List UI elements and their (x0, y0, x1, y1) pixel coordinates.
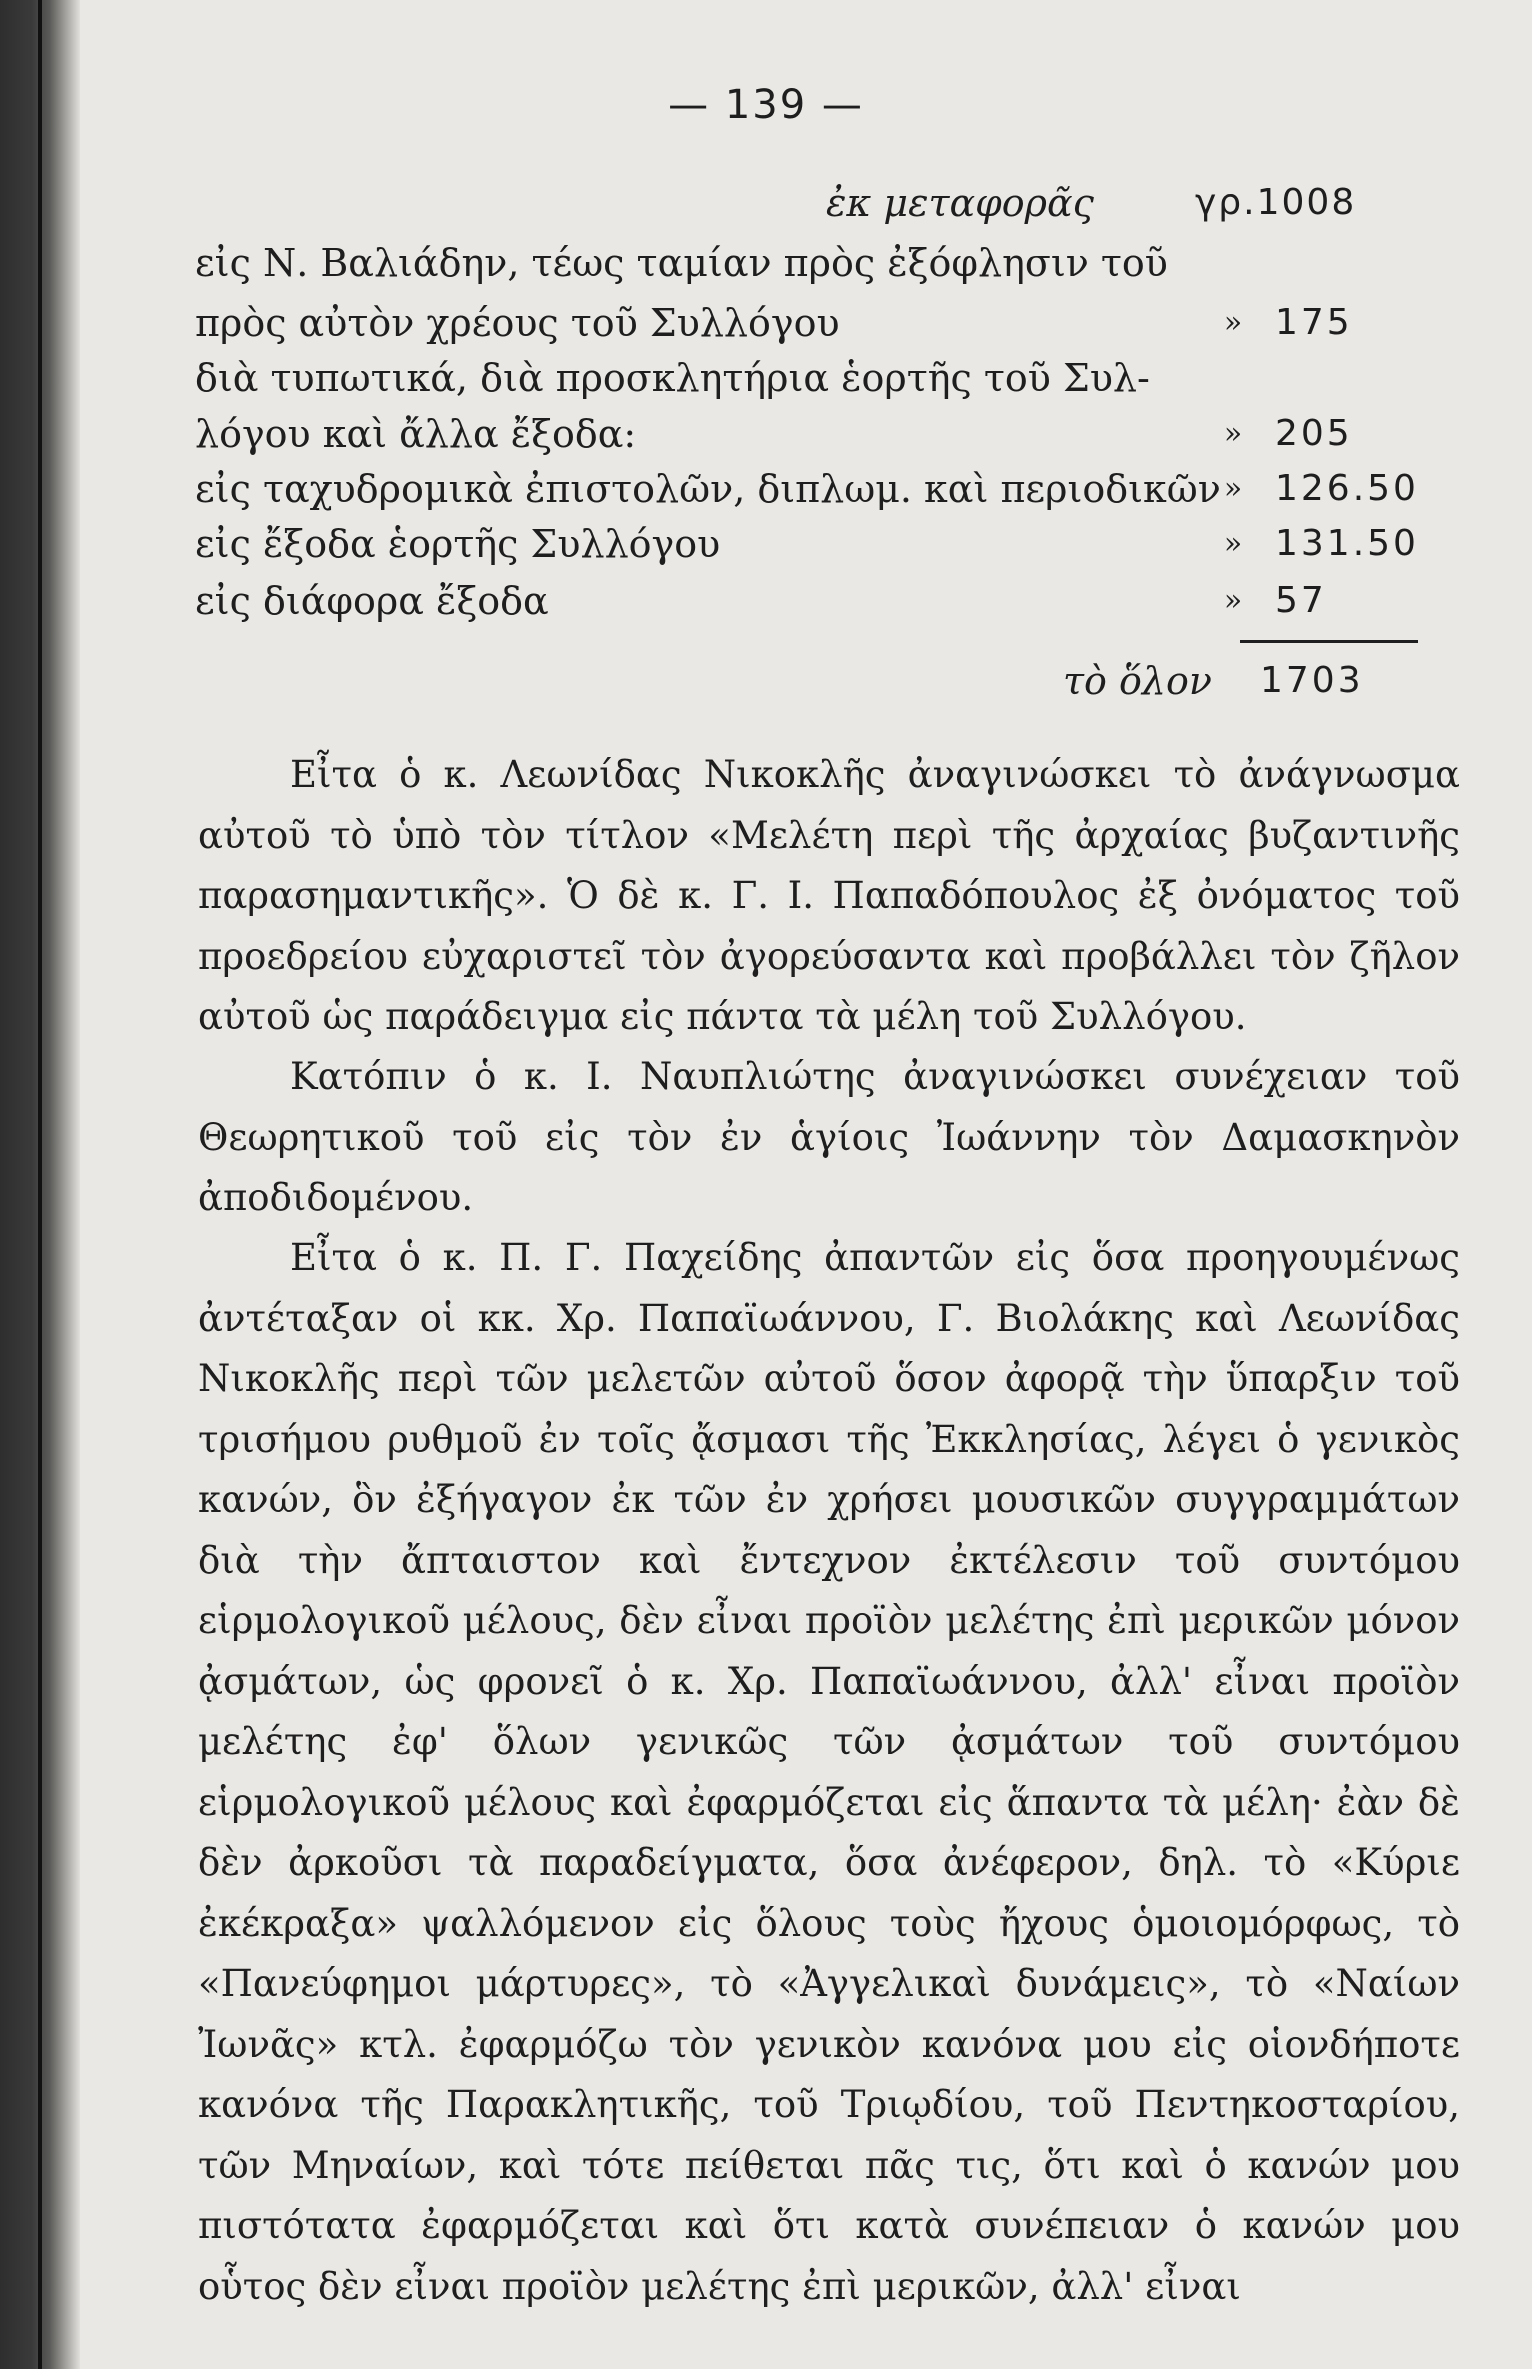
account-row-text: λόγου καὶ ἄλλα ἔξοδα: (195, 412, 637, 456)
page-number: — 139 — (668, 82, 864, 128)
sum-rule (1240, 640, 1418, 643)
account-row-text: διὰ τυπωτικά, διὰ προσκλητήρια ἑορτῆς τοῦ Συλ- (195, 356, 1150, 400)
total-row (195, 653, 1532, 709)
account-row-text: πρὸς αὐτὸν χρέους τοῦ Συλλόγου (195, 301, 840, 345)
account-row-amount: 205 (1275, 413, 1353, 454)
paragraph-text: Εἶτα ὁ κ. Π. Γ. Παχείδης ἀπαντῶν εἰς ὅσα προηγουμένως ἀντέταξαν οἱ κκ. Χρ. Παπαϊωάννου, Γ. Βιολάκης καὶ Λεωνίδας Νικοκλῆς περὶ τῶν μελετῶν αὐτοῦ ὅσον ἀφορᾷ τὴν ὕπαρξιν τοῦ τρισήμου ρυθμοῦ ἐν τοῖς ᾄσμασι τῆς Ἐκκλησίας, λέγει ὁ γενικὸς κανών, ὃν ἐξήγαγον ἐκ τῶν ἐν χρήσει μουσικῶν συγγραμμάτων διὰ τὴν ἄπταιστον καὶ ἔντεχνον ἐκτέλεσιν τοῦ συντόμου εἱρμολογικοῦ μέλους, δὲν εἶναι προϊὸν μελέτης ἐπὶ μερικῶν μόνον ᾀσμάτων, ὡς φρονεῖ ὁ κ. Χρ. Παπαϊωάννου, ἀλλ' εἶναι προϊὸν μελέτης ἐφ' ὅλων γενικῶς τῶν ᾀσμάτων τοῦ συντόμου εἱρμολογικοῦ μέλους καὶ ἐφαρμόζεται εἰς ἅπαντα τὰ μέλη· ἐὰν δὲ δὲν ἀρκοῦσι τὰ παραδείγματα, ὅσα ἀνέφερον, δηλ. τὸ «Κύριε ἐκέκραξα» ψαλλόμενον εἰς ὅλους τοὺς ἤχους ὁμοιομόρφως, τὸ «Πανεύφημοι μάρτυρες», τὸ «Ἀγγελικαὶ δυνάμεις», τὸ «Ναίων Ἰωνᾶς» κτλ. ἐφαρμόζω τὸν γενικὸν κανόνα μου εἰς οἱονδήποτε κανόνα τῆς Παρακλητικῆς, τοῦ Τριῳδίου, τοῦ Πεντηκοσταρίου, τῶν Μηναίων, καὶ τότε πείθεται πᾶς τις, ὅτι καὶ ὁ κανών μου πιστότατα ἐφαρμόζεται καὶ ὅτι κατὰ συνέπειαν ὁ κανών μου οὗτος δὲν εἶναι προϊὸν μελέτης ἐπὶ μερικῶν, ἀλλ' εἶναι (198, 1236, 1460, 2308)
carry-forward-row (195, 175, 1532, 231)
paragraph (198, 1228, 1460, 2317)
account-row-text: εἰς ἔξοδα ἑορτῆς Συλλόγου (195, 522, 721, 566)
account-row-text: εἰς διάφορα ἔξοδα (195, 579, 549, 623)
account-row (195, 573, 1532, 629)
account-row-amount: 175 (1275, 302, 1353, 343)
ditto-mark: » (1223, 526, 1243, 561)
account-row-amount: 57 (1275, 580, 1327, 621)
account-row (195, 350, 1532, 406)
account-row-amount: 126.50 (1275, 468, 1419, 509)
account-row (195, 516, 1532, 572)
ditto-mark: » (1223, 305, 1243, 340)
account-row (195, 295, 1532, 351)
total-label: τὸ ὅλον (1063, 659, 1212, 703)
paragraph (198, 1047, 1460, 1229)
carry-forward-amount: γρ.1008 (1195, 182, 1357, 223)
carry-forward-label: ἐκ μεταφορᾶς (826, 181, 1094, 225)
account-row (195, 235, 1532, 291)
ditto-mark: » (1223, 583, 1243, 618)
ditto-mark: » (1223, 471, 1243, 506)
ditto-mark: » (1223, 416, 1243, 451)
paragraph-text: Εἶτα ὁ κ. Λεωνίδας Νικοκλῆς ἀναγινώσκει τὸ ἀνάγνωσμα αὐτοῦ τὸ ὑπὸ τὸν τίτλον «Μελέτη περὶ τῆς ἀρχαίας βυζαντινῆς παρασημαντικῆς». Ὁ δὲ κ. Γ. Ι. Παπαδόπουλος ἐξ ὀνόματος τοῦ προεδρείου εὐχαριστεῖ τὸν ἀγορεύσαντα καὶ προβάλλει τὸν ζῆλον αὐτοῦ ὡς παράδειγμα εἰς πάντα τὰ μέλη τοῦ Συλλόγου. (198, 753, 1460, 1038)
paragraph-text: Κατόπιν ὁ κ. Ι. Ναυπλιώτης ἀναγινώσκει συνέχειαν τοῦ Θεωρητικοῦ τοῦ εἰς τὸν ἐν ἁγίοις Ἰωάννην τὸν Δαμασκηνὸν ἀποδιδομένου. (198, 1055, 1460, 1219)
book-gutter-line (38, 0, 42, 2369)
account-row-text: εἰς ταχυδρομικὰ ἐπιστολῶν, διπλωμ. καὶ περιοδικῶν (195, 467, 1221, 511)
account-row (195, 406, 1532, 462)
total-amount: 1703 (1260, 660, 1364, 701)
account-row-text: εἰς Ν. Βαλιάδην, τέως ταμίαν πρὸς ἐξόφλησιν τοῦ (195, 241, 1168, 285)
account-row (195, 461, 1532, 517)
account-row-amount: 131.50 (1275, 523, 1419, 564)
paragraph (198, 745, 1460, 1048)
